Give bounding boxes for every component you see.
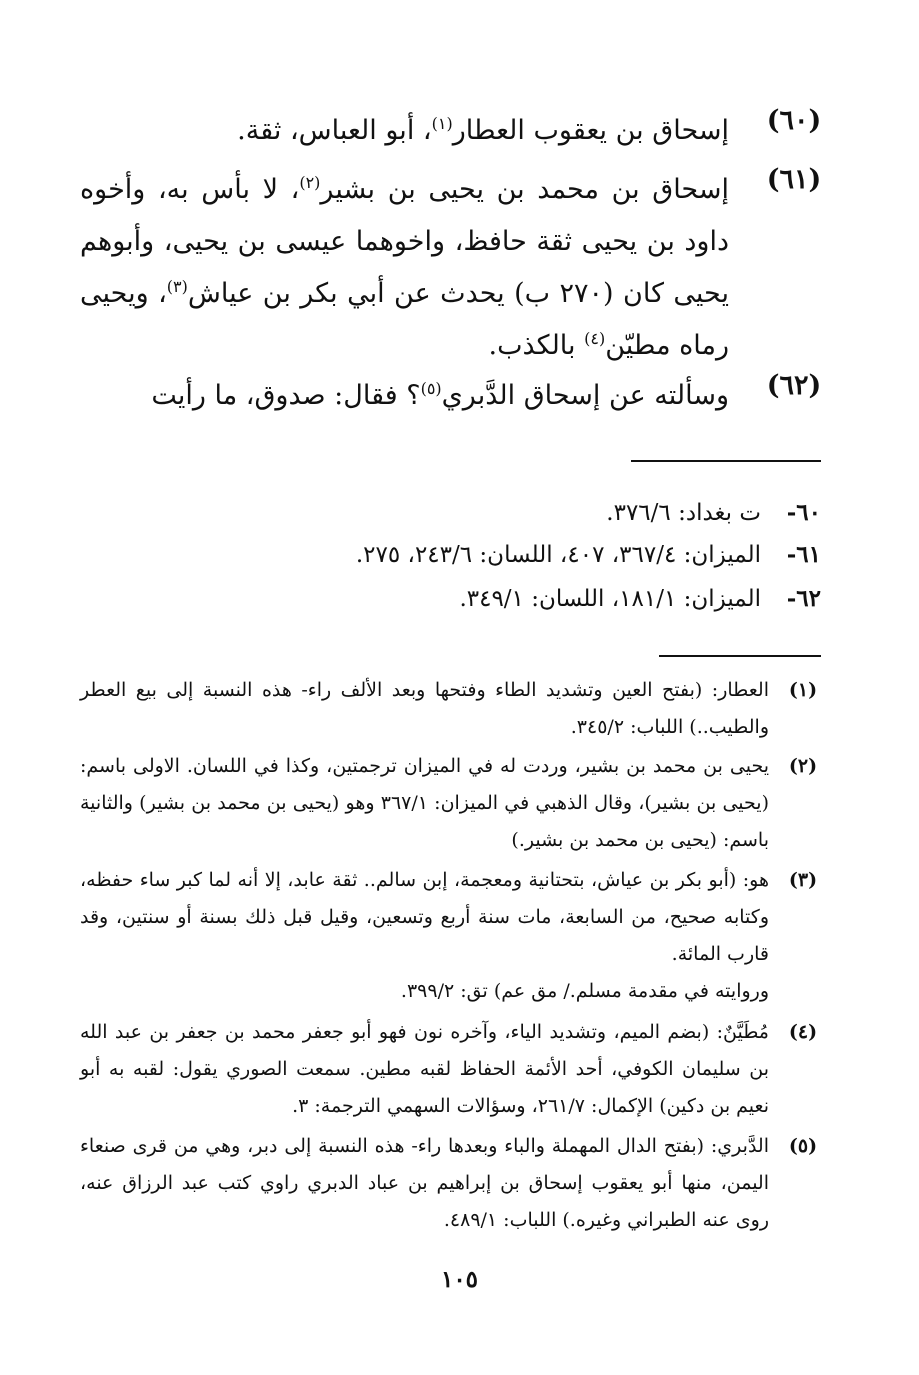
source-text: ت بغداد: ٣٧٦/٦. (606, 500, 761, 526)
footnotes-separator (659, 655, 821, 657)
entry-number: (٦١) (766, 164, 822, 195)
footnote-ref: (٤) (584, 329, 606, 348)
entry-text-part: ، لا بأس به، وأخوه داود بن يحيى ثقة حافظ، واخوهما عيسى بن يحيى، وأبوهم يحيى كان (٢٧٠ ب) يحدث عن أبي بكر بن عياش (80, 174, 729, 309)
entry-61 (80, 164, 829, 372)
footnote-text: هو: (أبو بكر بن عياش، بتحتانية ومعجمة، إبن سالم.. ثقة عابد، إلا أنه لما كبر ساء حفظه، وكتابه صحيح، من السابعة، مات سنة أربع وتسعين، وقيل قبل ذلك بسنة أو سنتين، وقد قارب المائة. (80, 869, 769, 965)
entry-text-part: ؟ فقال: صدوق، ما رأيت (151, 380, 421, 411)
footnote-2 (80, 748, 823, 859)
source-number: ٦٢- (786, 585, 821, 612)
entry-60 (80, 105, 829, 157)
entry-number: (٦٢) (766, 370, 822, 401)
source-text: الميزان: ١٨١/١، اللسان: ٣٤٩/١. (459, 586, 761, 612)
source-60 (100, 498, 821, 528)
footnote-number: (٣) (788, 869, 818, 891)
entry-text (80, 105, 729, 157)
entry-text (80, 164, 729, 372)
footnote-5 (80, 1128, 823, 1239)
entry-text-part: وسألته عن إسحاق الدَّبري (441, 380, 729, 411)
entry-text-part: بالكذب. (488, 330, 585, 361)
footnote-text: الدَّبري: (بفتح الدال المهملة والباء وبعدها راء- هذه النسبة إلى دبر، وهي من قرى صنعاء اليمن، منها أبو يعقوب إسحاق بن إبراهيم بن عباد الدبري راوي كتب عبد الرزاق عنه، روى عنه الطبراني وغيره.) اللباب: ٤٨٩/١. (80, 1135, 769, 1231)
footnote-4 (80, 1014, 823, 1125)
footnote-text-extra: وروايته في مقدمة مسلم./ مق عم) تق: ٣٩٩/٢. (400, 980, 769, 1002)
footnote-1 (80, 672, 823, 746)
source-62 (100, 584, 821, 614)
source-61 (100, 540, 821, 570)
footnote-text: مُطَيَّنٌ: (بضم الميم، وتشديد الياء، وآخره نون فهو أبو جعفر محمد بن جعفر بن عبد الله بن سليمان الكوفي، أحد الأئمة الحفاظ لقبه مطين. سمعت الصوري يقول: لقبه به أبو نعيم بن دكين) الإكمال: ٢٦١/٧، وسؤالات السهمي الترجمة: ٣. (80, 1021, 769, 1117)
footnote-ref: (٢) (299, 173, 321, 192)
footnote-number: (٢) (788, 755, 818, 777)
entry-number: (٦٠) (766, 105, 822, 136)
footnote-ref: (١) (431, 114, 453, 133)
entry-text (80, 370, 729, 422)
entry-text-part: ، أبو العباس، ثقة. (237, 115, 432, 146)
footnote-ref: (٣) (166, 277, 188, 296)
entry-text-part: إسحاق بن يعقوب العطار (452, 115, 729, 146)
footnote-3 (80, 862, 823, 1010)
entry-62 (80, 370, 829, 422)
entry-text-part: إسحاق بن محمد بن يحيى بن بشير (320, 174, 729, 205)
footnote-number: (١) (788, 679, 818, 701)
source-number: ٦٠- (786, 499, 821, 526)
sources-separator (631, 460, 821, 462)
source-text: الميزان: ٣٦٧/٤، ٤٠٧، اللسان: ٢٤٣/٦، ٢٧٥. (355, 542, 761, 568)
footnote-number: (٤) (788, 1021, 818, 1043)
footnote-text: يحيى بن محمد بن بشير، وردت له في الميزان ترجمتين، وكذا في اللسان. الاولى باسم: (يحيى بن بشير)، وقال الذهبي في الميزان: ٣٦٧/١ وهو (يحيى بن محمد بن بشير) والثانية باسم: (يحيى بن محمد بن بشير.) (80, 755, 769, 851)
footnote-text: العطار: (بفتح العين وتشديد الطاء وفتحها وبعد الألف راء- هذه النسبة إلى بيع العطر والطيب..) اللباب: ٣٤٥/٢. (80, 679, 769, 738)
page-number: ١٠٥ (440, 1266, 479, 1293)
source-number: ٦١- (786, 541, 821, 568)
entry-text-part: ، ويحيى رماه مطيّن (80, 278, 729, 361)
footnote-number: (٥) (788, 1135, 818, 1157)
footnote-ref: (٥) (420, 379, 442, 398)
